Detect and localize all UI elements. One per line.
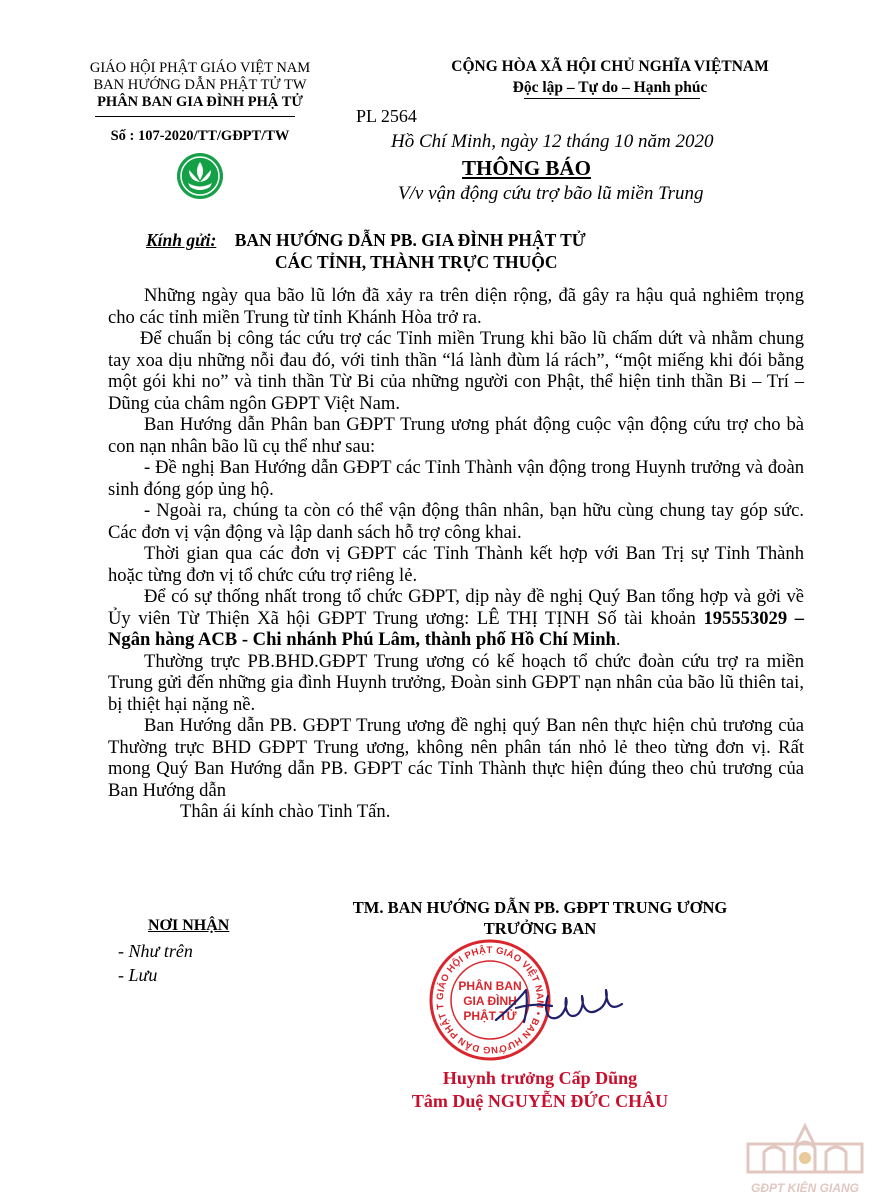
date-line: Hồ Chí Minh, ngày 12 tháng 10 năm 2020: [391, 131, 714, 152]
handwritten-signature: [490, 968, 640, 1038]
recipient-label: Kính gửi:: [146, 230, 217, 250]
stamp-center-2: GIA ĐÌNH: [463, 994, 517, 1008]
signature-line-2: TRƯỞNG BAN: [483, 919, 597, 938]
recipient-line-2: CÁC TỈNH, THÀNH TRỰC THUỘC: [275, 252, 558, 272]
signer-block: [340, 1067, 740, 1113]
gate-icon: [744, 1122, 866, 1174]
doc-subject: V/v vận động cứu trợ bão lũ miền Trung: [398, 183, 704, 204]
signature-line-1: TM. BAN HƯỚNG DẪN PB. GĐPT TRUNG ƯƠNG: [352, 898, 728, 917]
signer-name: Tâm Duệ NGUYỄN ĐỨC CHÂU: [411, 1091, 669, 1111]
paragraph-7: [108, 586, 804, 651]
recipient-item-1: - Như trên: [118, 941, 193, 961]
org-line-2: BAN HƯỚNG DẪN PHẬT TỬ TW: [93, 77, 307, 93]
recipient-block: [146, 230, 586, 251]
nation-motto: Độc lập – Tự do – Hạnh phúc: [512, 79, 708, 96]
paragraph-4: - Đề nghị Ban Hướng dẫn GĐPT các Tỉnh Thành vận động trong Huynh trưởng và đoàn sinh đóng góp ủng hộ.: [108, 457, 804, 500]
stamp-ring-text: GIÁO HỘI PHẬT GIÁO VIỆT NAM • BAN HƯỚNG DẪN PHẬT T: [434, 944, 546, 1056]
watermark: [744, 1122, 866, 1195]
signer-title: Huynh trưởng Cấp Dũng: [442, 1068, 638, 1088]
org-divider: [95, 116, 295, 117]
recipient-item-2: - Lưu: [118, 965, 158, 985]
signature-heading: [340, 897, 740, 939]
recipients-title: NƠI NHẬN: [148, 917, 230, 934]
stamp-center-3: PHẬT TỬ: [463, 1009, 517, 1023]
paragraph-2: Để chuẩn bị công tác cứu trợ các Tỉnh miền Trung khi bão lũ chấm dứt và nhằm chung tay xoa dịu những nỗi đau đó, với tinh thần “lá lành đùm lá rách”, “một miếng khi đói bằng một gói khi no” và tinh thần Từ Bi của những người con Phật, thể hiện tinh thần Bi – Trí – Dũng của châm ngôn GĐPT Việt Nam.: [108, 328, 804, 414]
bank-account: 195553029 – Ngân hàng ACB - Chi nhánh Phú Lâm, thành phố Hồ Chí Minh: [108, 607, 805, 650]
paragraph-7-end: .: [615, 629, 621, 650]
org-line-3: PHÂN BAN GIA ĐÌNH PHẬ TỬ: [97, 94, 303, 110]
recipients-list: [118, 939, 193, 987]
paragraph-8: Thường trực PB.BHD.GĐPT Trung ương có kế hoạch tổ chức đoàn cứu trợ ra miền Trung gửi đến những gia đình Huynh trưởng, Đoàn sinh GĐPT nạn nhân của bão lũ thiên tai, bị thiệt hại nặng nề.: [108, 650, 804, 715]
doc-title: THÔNG BÁO: [462, 156, 591, 180]
doc-number: Số : 107-2020/TT/GĐPT/TW: [110, 128, 290, 144]
stamp-center-1: PHÂN BAN: [458, 979, 522, 993]
watermark-text: GĐPT KIÊN GIANG: [750, 1181, 859, 1195]
recipient-line-1: BAN HƯỚNG DẪN PB. GIA ĐÌNH PHẬT TỬ: [234, 230, 586, 250]
motto-underline: [524, 98, 700, 99]
paragraph-1: Những ngày qua bão lũ lớn đã xảy ra trên diện rộng, đã gây ra hậu quả nghiêm trọng cho các tỉnh miền Trung từ tỉnh Khánh Hòa trở ra.: [108, 285, 804, 328]
lotus-logo-icon: [176, 152, 224, 200]
org-line-1: GIÁO HỘI PHẬT GIÁO VIỆT NAM: [89, 60, 311, 76]
paragraph-5: - Ngoài ra, chúng ta còn có thể vận động thân nhân, bạn hữu cùng chung tay góp sức. Các đơn vị vận động và lập danh sách hỗ trợ công khai.: [108, 500, 804, 543]
paragraph-6: Thời gian qua các đơn vị GĐPT các Tỉnh Thành kết hợp với Ban Trị sự Tỉnh Thành hoặc từng đơn vị tổ chức cứu trợ riêng lẻ.: [108, 543, 804, 586]
closing-line: Thân ái kính chào Tinh Tấn.: [180, 801, 391, 822]
org-header: [60, 60, 340, 111]
document-body: [108, 285, 804, 823]
paragraph-9: Ban Hướng dẫn PB. GĐPT Trung ương đề nghị quý Ban nên thực hiện chủ trương của Thường trực BHD GĐPT Trung ương, không nên phân tán nhỏ lẻ theo từng đơn vị. Rất mong Quý Ban Hướng dẫn PB. GĐPT các Tỉnh Thành thực hiện đúng theo chủ trương của Ban Hướng dẫn: [108, 715, 804, 801]
paragraph-3: Ban Hướng dẫn Phân ban GĐPT Trung ương phát động cuộc vận động cứu trợ cho bà con nạn nhân bão lũ cụ thể như sau:: [108, 414, 804, 457]
nation-header: [400, 56, 820, 98]
paragraph-7-text: Để có sự thống nhất trong tổ chức GĐPT, dịp này đề nghị Quý Ban tổng hợp và gởi về Ủy viên Từ Thiện Xã hội GĐPT Trung ương: LÊ THỊ TỊNH Số tài khoản: [108, 586, 804, 629]
era-label: PL 2564: [356, 106, 417, 126]
nation-title: CỘNG HÒA XÃ HỘI CHỦ NGHĨA VIỆTNAM: [451, 58, 769, 75]
